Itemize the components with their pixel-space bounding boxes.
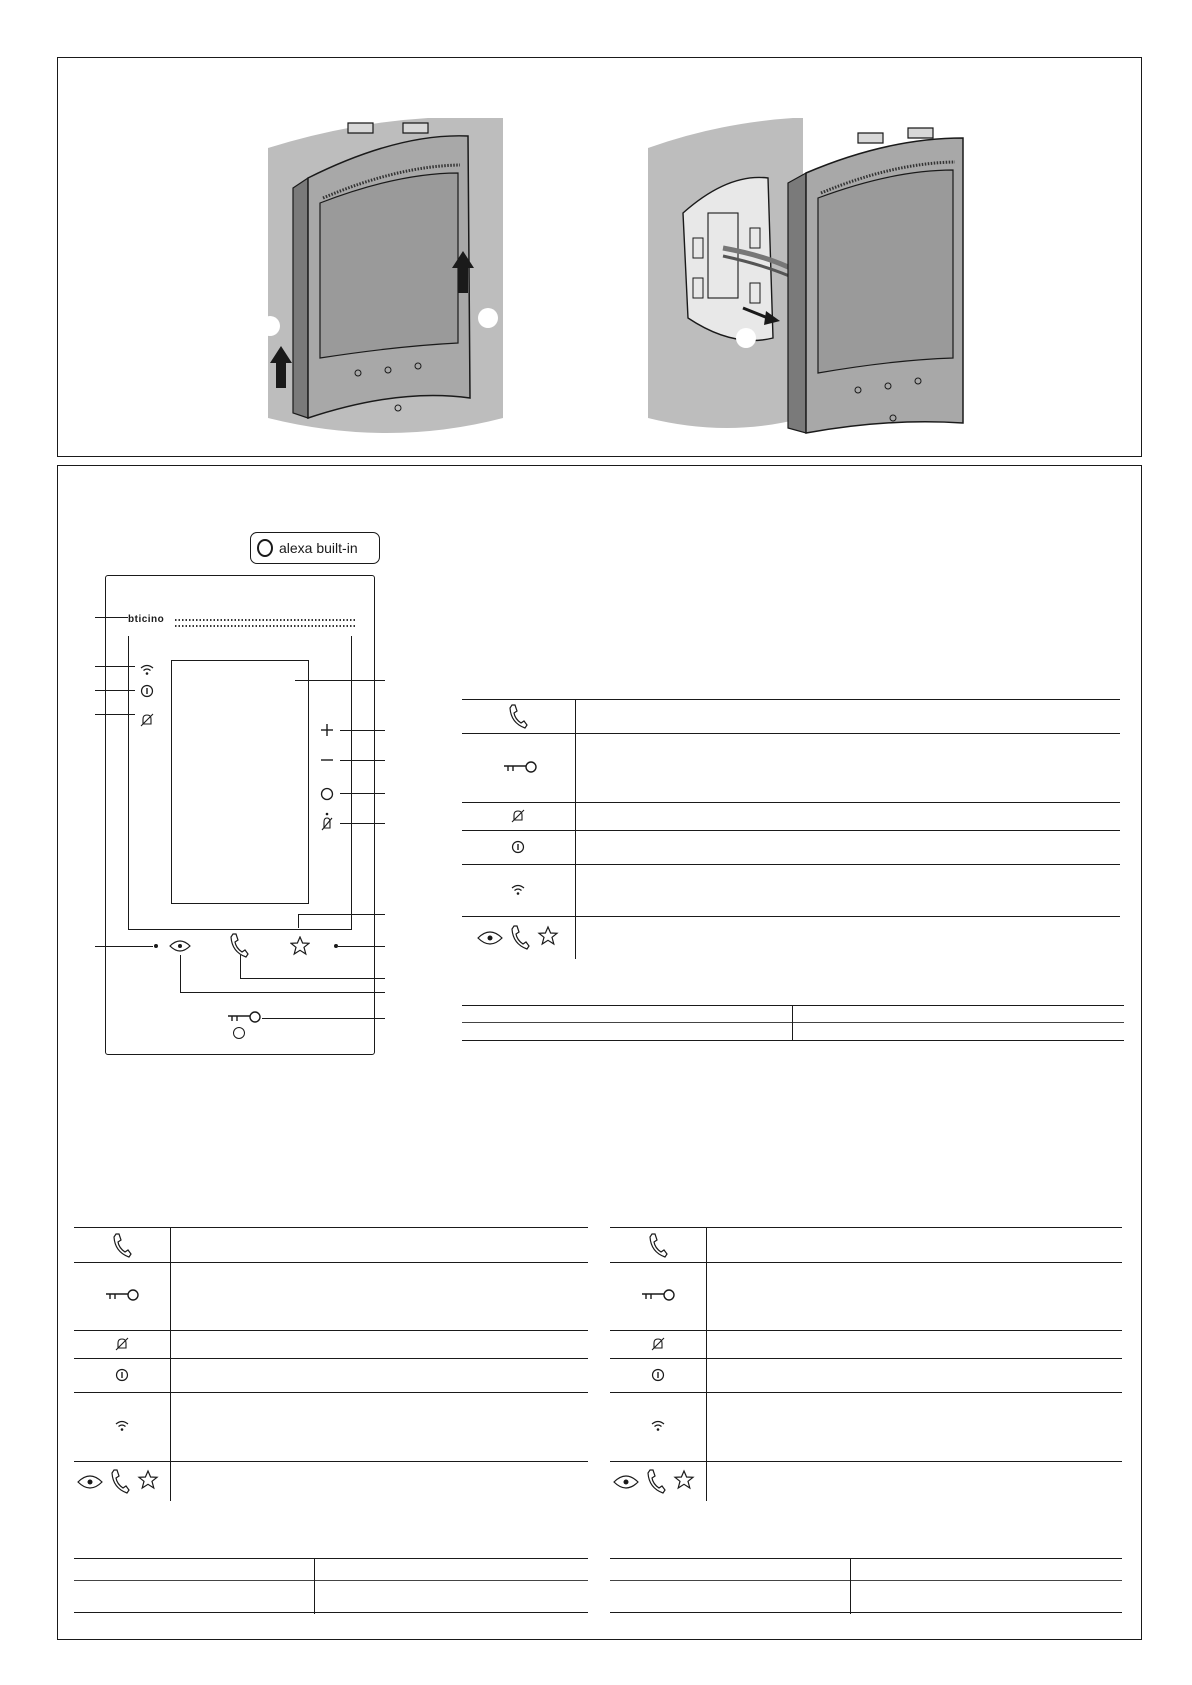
icon-table-bottom-left xyxy=(74,1227,588,1501)
alexa-badge-label: alexa built-in xyxy=(279,540,358,556)
device-brand-label: bticino xyxy=(128,614,165,625)
callout-line xyxy=(95,617,128,618)
callout-line xyxy=(95,946,153,947)
installation-figure-panel xyxy=(57,57,1142,457)
callout-line xyxy=(340,760,385,761)
star-icon xyxy=(290,936,310,956)
handset-icon xyxy=(508,703,528,729)
alexa-ring-icon xyxy=(257,539,273,557)
callout-line xyxy=(95,690,135,691)
wifi-icon xyxy=(115,1420,129,1432)
microphone-mute-icon xyxy=(320,812,334,832)
handset-icon xyxy=(648,1232,668,1258)
handset-icon xyxy=(229,932,249,958)
ringtone-mute-icon xyxy=(115,1337,129,1351)
callout-line xyxy=(295,680,385,681)
wifi-icon xyxy=(140,664,154,676)
ringtone-mute-icon xyxy=(651,1337,665,1351)
info-icon xyxy=(140,684,154,698)
microphone-hole xyxy=(232,1026,246,1040)
minus-icon xyxy=(320,758,334,762)
callout-line xyxy=(338,946,385,947)
callout-line xyxy=(340,730,385,731)
wiring-illustration xyxy=(638,118,998,448)
callout-line xyxy=(340,823,385,824)
callout-line xyxy=(95,714,135,715)
wifi-icon xyxy=(511,884,525,896)
spec-table-top xyxy=(462,1005,1124,1041)
eye-icon xyxy=(168,938,192,954)
callout-line xyxy=(240,955,241,978)
callout-line xyxy=(340,793,385,794)
led-dot xyxy=(333,943,339,949)
ringtone-mute-icon xyxy=(140,713,154,727)
handset-icon xyxy=(112,1232,132,1258)
door-lock-key-icon xyxy=(502,760,538,776)
callout-line xyxy=(180,992,385,993)
icon-table-bottom-right xyxy=(610,1227,1122,1501)
info-icon xyxy=(651,1368,665,1382)
plus-icon xyxy=(320,723,334,737)
icon-table-top xyxy=(462,699,1120,959)
callout-line xyxy=(95,666,135,667)
device-display xyxy=(171,660,309,904)
spec-table-bottom-right xyxy=(610,1558,1122,1614)
ringtone-mute-icon xyxy=(511,809,525,823)
led-dot xyxy=(153,943,159,949)
eye-handset-star-icons xyxy=(76,1467,166,1497)
callout-line xyxy=(240,978,385,979)
spec-table-bottom-left xyxy=(74,1558,588,1614)
callout-line xyxy=(298,914,299,928)
door-lock-key-icon xyxy=(640,1288,676,1304)
callout-line xyxy=(262,1018,385,1019)
home-circle-icon xyxy=(320,787,334,801)
info-icon xyxy=(511,840,525,854)
mounting-illustration xyxy=(248,118,518,443)
eye-handset-star-icons xyxy=(612,1467,702,1497)
wifi-icon xyxy=(651,1420,665,1432)
door-lock-key-icon xyxy=(226,1010,262,1026)
info-icon xyxy=(115,1368,129,1382)
alexa-built-in-badge xyxy=(250,532,380,564)
callout-line xyxy=(298,914,385,915)
door-lock-key-icon xyxy=(104,1288,140,1304)
speaker-grille xyxy=(175,617,357,629)
eye-handset-star-icons xyxy=(476,923,566,953)
callout-line xyxy=(180,955,181,992)
